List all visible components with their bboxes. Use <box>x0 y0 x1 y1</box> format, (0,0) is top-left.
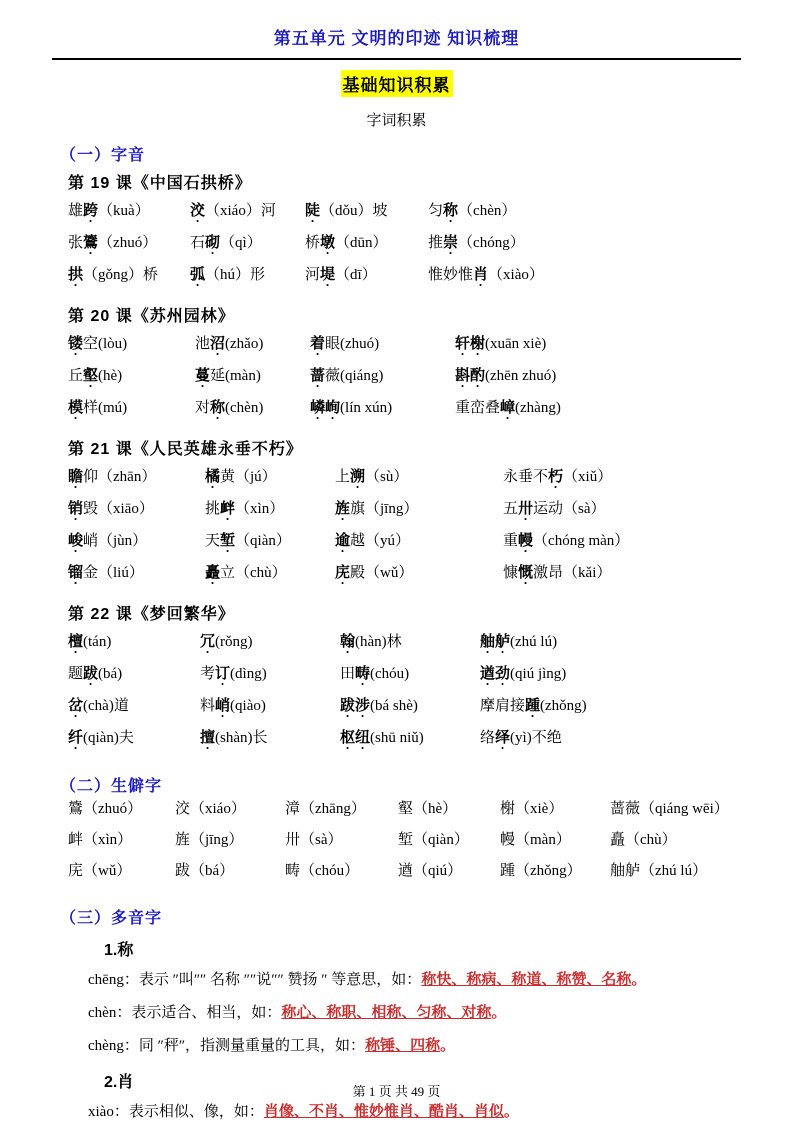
emphasized-char: 舳 <box>480 634 496 650</box>
emphasized-char: 瞻 <box>68 469 84 485</box>
word-entry: 桥墩（dūn） <box>305 235 388 251</box>
emphasized-char: 榭 <box>470 336 486 352</box>
emphasized-char: 堑 <box>220 533 236 549</box>
word-row <box>68 633 773 665</box>
emphasized-char: 溯 <box>350 469 366 485</box>
word-entry: 岔(chà)道 <box>68 698 129 714</box>
emphasized-char: 峋 <box>325 400 341 416</box>
word-entry: 考订(dìng) <box>200 666 267 682</box>
word-entry: 挑衅（xìn） <box>205 501 285 517</box>
rare-char-row <box>68 800 773 831</box>
rare-char-entry: 堑（qiàn） <box>398 832 469 848</box>
polyphone-line <box>88 1036 763 1056</box>
rare-char-row <box>68 831 773 862</box>
word-entry: 镂空(lòu) <box>68 336 128 352</box>
emphasized-char: 洨 <box>190 203 206 219</box>
emphasized-char: 模 <box>68 400 84 416</box>
word-entry: 推崇（chóng） <box>428 235 525 251</box>
emphasized-char: 翰 <box>340 634 356 650</box>
emphasized-char: 旌 <box>335 501 351 517</box>
word-entry: 匀称（chèn） <box>428 203 517 219</box>
section-heading-rare-chars: （二）生僻字 <box>60 778 163 795</box>
rare-char-entry: 遒（qiú） <box>398 863 463 879</box>
word-row <box>68 399 773 431</box>
emphasized-char: 拱 <box>68 267 84 283</box>
emphasized-char: 纤 <box>68 730 84 746</box>
rare-char-entry: 畴（chóu） <box>285 863 360 879</box>
emphasized-char: 酌 <box>470 368 486 384</box>
word-entry: 瞻仰（zhān） <box>68 469 157 485</box>
example-words: 称锤、四称 <box>365 1038 441 1054</box>
word-entry: 跋涉(bá shè) <box>340 698 418 714</box>
word-row <box>68 697 773 729</box>
emphasized-char: 逾 <box>335 533 351 549</box>
pinyin-prefix: chèn：表示适合、相当，如： <box>88 1005 282 1021</box>
emphasized-char: 陡 <box>305 203 321 219</box>
word-entry: 檀(tán) <box>68 634 112 650</box>
emphasized-char: 堤 <box>320 267 336 283</box>
emphasized-char: 蔓 <box>195 368 211 384</box>
emphasized-char: 壑 <box>83 368 99 384</box>
polyphone-line <box>88 970 763 990</box>
emphasized-char: 着 <box>310 336 326 352</box>
emphasized-char: 弧 <box>190 267 206 283</box>
word-row <box>68 234 773 266</box>
emphasized-char: 橘 <box>205 469 221 485</box>
word-row <box>68 266 773 298</box>
word-entry: 蔓延(màn) <box>195 368 261 384</box>
emphasized-char: 庑 <box>335 565 351 581</box>
word-row <box>68 202 773 234</box>
word-entry: 擅(shàn)长 <box>200 730 268 746</box>
emphasized-char: 纽 <box>355 730 371 746</box>
word-entry: 重峦叠嶂(zhàng) <box>455 400 561 416</box>
pinyin-prefix: chèng：同 ″秤″，指测量重量的工具，如： <box>88 1038 366 1054</box>
pinyin-prefix: chēng：表示 ″叫″″ 名称 ″″说″″ 赞扬 ″ 等意思，如： <box>88 972 422 988</box>
word-entry: 张鷟（zhuó） <box>68 235 158 251</box>
rare-char-entry: 矗（chù） <box>610 832 677 848</box>
sentence-period: 。 <box>631 972 647 988</box>
emphasized-char: 绎 <box>495 730 511 746</box>
word-entry: 丘壑(hè) <box>68 368 123 384</box>
sentence-period: 。 <box>440 1038 456 1054</box>
sentence-period: 。 <box>491 1005 507 1021</box>
word-row <box>68 532 773 564</box>
word-entry: 矗立（chù） <box>205 565 287 581</box>
emphasized-char: 沼 <box>210 336 226 352</box>
section-heading-pronunciation: （一）字音 <box>60 147 146 164</box>
word-entry: 冗(rǒng) <box>200 634 253 650</box>
emphasized-char: 矗 <box>205 565 221 581</box>
rare-char-entry: 踵（zhǒng） <box>500 863 582 879</box>
word-entry: 逾越（yú） <box>335 533 411 549</box>
word-entry: 河堤（dī） <box>305 267 377 283</box>
word-row <box>68 500 773 532</box>
emphasized-char: 鷟 <box>83 235 99 251</box>
word-entry: 天堑（qiàn） <box>205 533 291 549</box>
emphasized-char: 销 <box>68 501 84 517</box>
word-row <box>68 367 773 399</box>
emphasized-char: 峻 <box>68 533 84 549</box>
word-entry: 嶙峋(lín xún) <box>310 400 393 416</box>
lesson-title: 第 22 课《梦回繁华》 <box>68 606 235 623</box>
word-entry: 模样(mú) <box>68 400 128 416</box>
sentence-period: 。 <box>503 1104 519 1120</box>
emphasized-char: 舻 <box>495 634 511 650</box>
word-entry: 田畴(chóu) <box>340 666 410 682</box>
document-body <box>0 142 793 1122</box>
word-entry: 拱（gǒng）桥 <box>68 267 159 283</box>
word-entry: 镏金（liú） <box>68 565 144 581</box>
polyphone-label: 2.肖 <box>104 1074 134 1091</box>
word-entry: 庑殿（wǔ） <box>335 565 414 581</box>
word-entry: 枢纽(shū niǔ) <box>340 730 424 746</box>
rare-char-entry: 卅（sà） <box>285 832 343 848</box>
rare-char-entry: 舳舻（zhú lú） <box>610 863 708 879</box>
emphasized-char: 踵 <box>525 698 541 714</box>
emphasized-char: 肖 <box>473 267 489 283</box>
word-entry: 料峭(qiào) <box>200 698 266 714</box>
word-entry: 惟妙惟肖（xiào） <box>428 267 544 283</box>
word-row <box>68 468 773 500</box>
word-entry: 翰(hàn)林 <box>340 634 402 650</box>
rare-char-row <box>68 862 773 893</box>
emphasized-char: 朽 <box>548 469 564 485</box>
word-entry: 旌旗（jīng） <box>335 501 419 517</box>
page-footer: 第 1 页 共 49 页 <box>352 1084 441 1099</box>
word-entry: 上溯（sù） <box>335 469 409 485</box>
word-entry: 五卅运动（sà） <box>503 501 606 517</box>
emphasized-char: 跋 <box>83 666 99 682</box>
word-entry: 轩榭(xuān xiè) <box>455 336 547 352</box>
emphasized-char: 嶙 <box>310 400 326 416</box>
word-entry: 销毁（xiāo） <box>68 501 154 517</box>
word-entry: 陡（dǒu）坡 <box>305 203 388 219</box>
word-entry: 纤(qiàn)夫 <box>68 730 134 746</box>
rare-char-entry: 鷟（zhuó） <box>68 801 143 817</box>
emphasized-char: 砌 <box>205 235 221 251</box>
word-entry: 重幔（chóng màn） <box>503 533 630 549</box>
emphasized-char: 劲 <box>495 666 511 682</box>
section-title-highlight: 基础知识积累 <box>341 70 453 97</box>
section-heading-polyphones: （三）多音字 <box>60 910 163 927</box>
emphasized-char: 卅 <box>518 501 534 517</box>
rare-char-entry: 衅（xìn） <box>68 832 133 848</box>
example-words: 称心、称职、相称、匀称、对称 <box>281 1005 492 1021</box>
rare-char-entry: 跋（bá） <box>175 863 235 879</box>
word-entry: 络绎(yì)不绝 <box>480 730 562 746</box>
rare-char-entry: 洨（xiáo） <box>175 801 246 817</box>
rare-char-entry: 庑（wǔ） <box>68 863 132 879</box>
word-entry: 雄跨（kuà） <box>68 203 150 219</box>
emphasized-char: 岔 <box>68 698 84 714</box>
rare-char-entry: 旌（jīng） <box>175 832 244 848</box>
emphasized-char: 墩 <box>320 235 336 251</box>
word-entry: 慷慨激昂（kǎi） <box>503 565 612 581</box>
emphasized-char: 枢 <box>340 730 356 746</box>
word-entry: 池沼(zhǎo) <box>195 336 264 352</box>
emphasized-char: 镏 <box>68 565 84 581</box>
lesson-title: 第 21 课《人民英雄永垂不朽》 <box>68 441 303 458</box>
emphasized-char: 跋 <box>340 698 356 714</box>
word-row <box>68 335 773 367</box>
emphasized-char: 慨 <box>518 565 534 581</box>
example-words: 肖像、不肖、惟妙惟肖、酷肖、肖似 <box>263 1104 504 1120</box>
emphasized-char: 订 <box>215 666 231 682</box>
subtitle: 字词积累 <box>366 113 427 129</box>
emphasized-char: 幔 <box>518 533 534 549</box>
rare-char-entry: 漳（zhāng） <box>285 801 366 817</box>
word-entry: 永垂不朽（xiǔ） <box>503 469 613 485</box>
word-entry: 峻峭（jùn） <box>68 533 148 549</box>
rare-char-entry: 榭（xiè） <box>500 801 564 817</box>
lesson-title: 第 20 课《苏州园林》 <box>68 308 235 325</box>
polyphone-line <box>88 1102 763 1122</box>
emphasized-char: 遒 <box>480 666 496 682</box>
highlight-title-row <box>0 70 793 97</box>
pinyin-prefix: xiào：表示相似、像，如： <box>88 1104 264 1120</box>
word-entry: 蔷薇(qiáng) <box>310 368 384 384</box>
polyphone-label: 1.称 <box>104 942 134 959</box>
rare-char-entry: 壑（hè） <box>398 801 458 817</box>
example-words: 称快、称病、称道、称赞、名称 <box>421 972 632 988</box>
emphasized-char: 衅 <box>220 501 236 517</box>
word-entry: 舳舻(zhú lú) <box>480 634 558 650</box>
polyphone-line <box>88 1003 763 1023</box>
word-entry: 对称(chèn) <box>195 400 264 416</box>
emphasized-char: 蔷 <box>310 368 326 384</box>
emphasized-char: 称 <box>443 203 459 219</box>
emphasized-char: 跨 <box>83 203 99 219</box>
emphasized-char: 镂 <box>68 336 84 352</box>
word-entry: 洨（xiáo）河 <box>190 203 276 219</box>
word-entry: 石砌（qì） <box>190 235 262 251</box>
word-row <box>68 564 773 596</box>
word-entry: 弧（hú）形 <box>190 267 266 283</box>
header-divider <box>52 58 741 60</box>
emphasized-char: 冗 <box>200 634 216 650</box>
emphasized-char: 称 <box>210 400 226 416</box>
word-entry: 遒劲(qiú jìng) <box>480 666 567 682</box>
emphasized-char: 涉 <box>355 698 371 714</box>
word-row <box>68 729 773 761</box>
emphasized-char: 檀 <box>68 634 84 650</box>
word-entry: 摩肩接踵(zhǒng) <box>480 698 587 714</box>
emphasized-char: 峭 <box>215 698 231 714</box>
emphasized-char: 擅 <box>200 730 216 746</box>
lesson-title: 第 19 课《中国石拱桥》 <box>68 175 252 192</box>
word-row <box>68 665 773 697</box>
word-entry: 斟酌(zhēn zhuó) <box>455 368 557 384</box>
document-title: 第五单元 文明的印迹 知识梳理 <box>273 29 520 48</box>
word-entry: 橘黄（jú） <box>205 469 277 485</box>
emphasized-char: 轩 <box>455 336 471 352</box>
emphasized-char: 畴 <box>355 666 371 682</box>
word-entry: 题跋(bá) <box>68 666 123 682</box>
rare-char-entry: 幔（màn） <box>500 832 571 848</box>
rare-char-entry: 蔷薇（qiáng wēi） <box>610 801 729 817</box>
emphasized-char: 斟 <box>455 368 471 384</box>
emphasized-char: 嶂 <box>500 400 516 416</box>
word-entry: 着眼(zhuó) <box>310 336 380 352</box>
emphasized-char: 崇 <box>443 235 459 251</box>
